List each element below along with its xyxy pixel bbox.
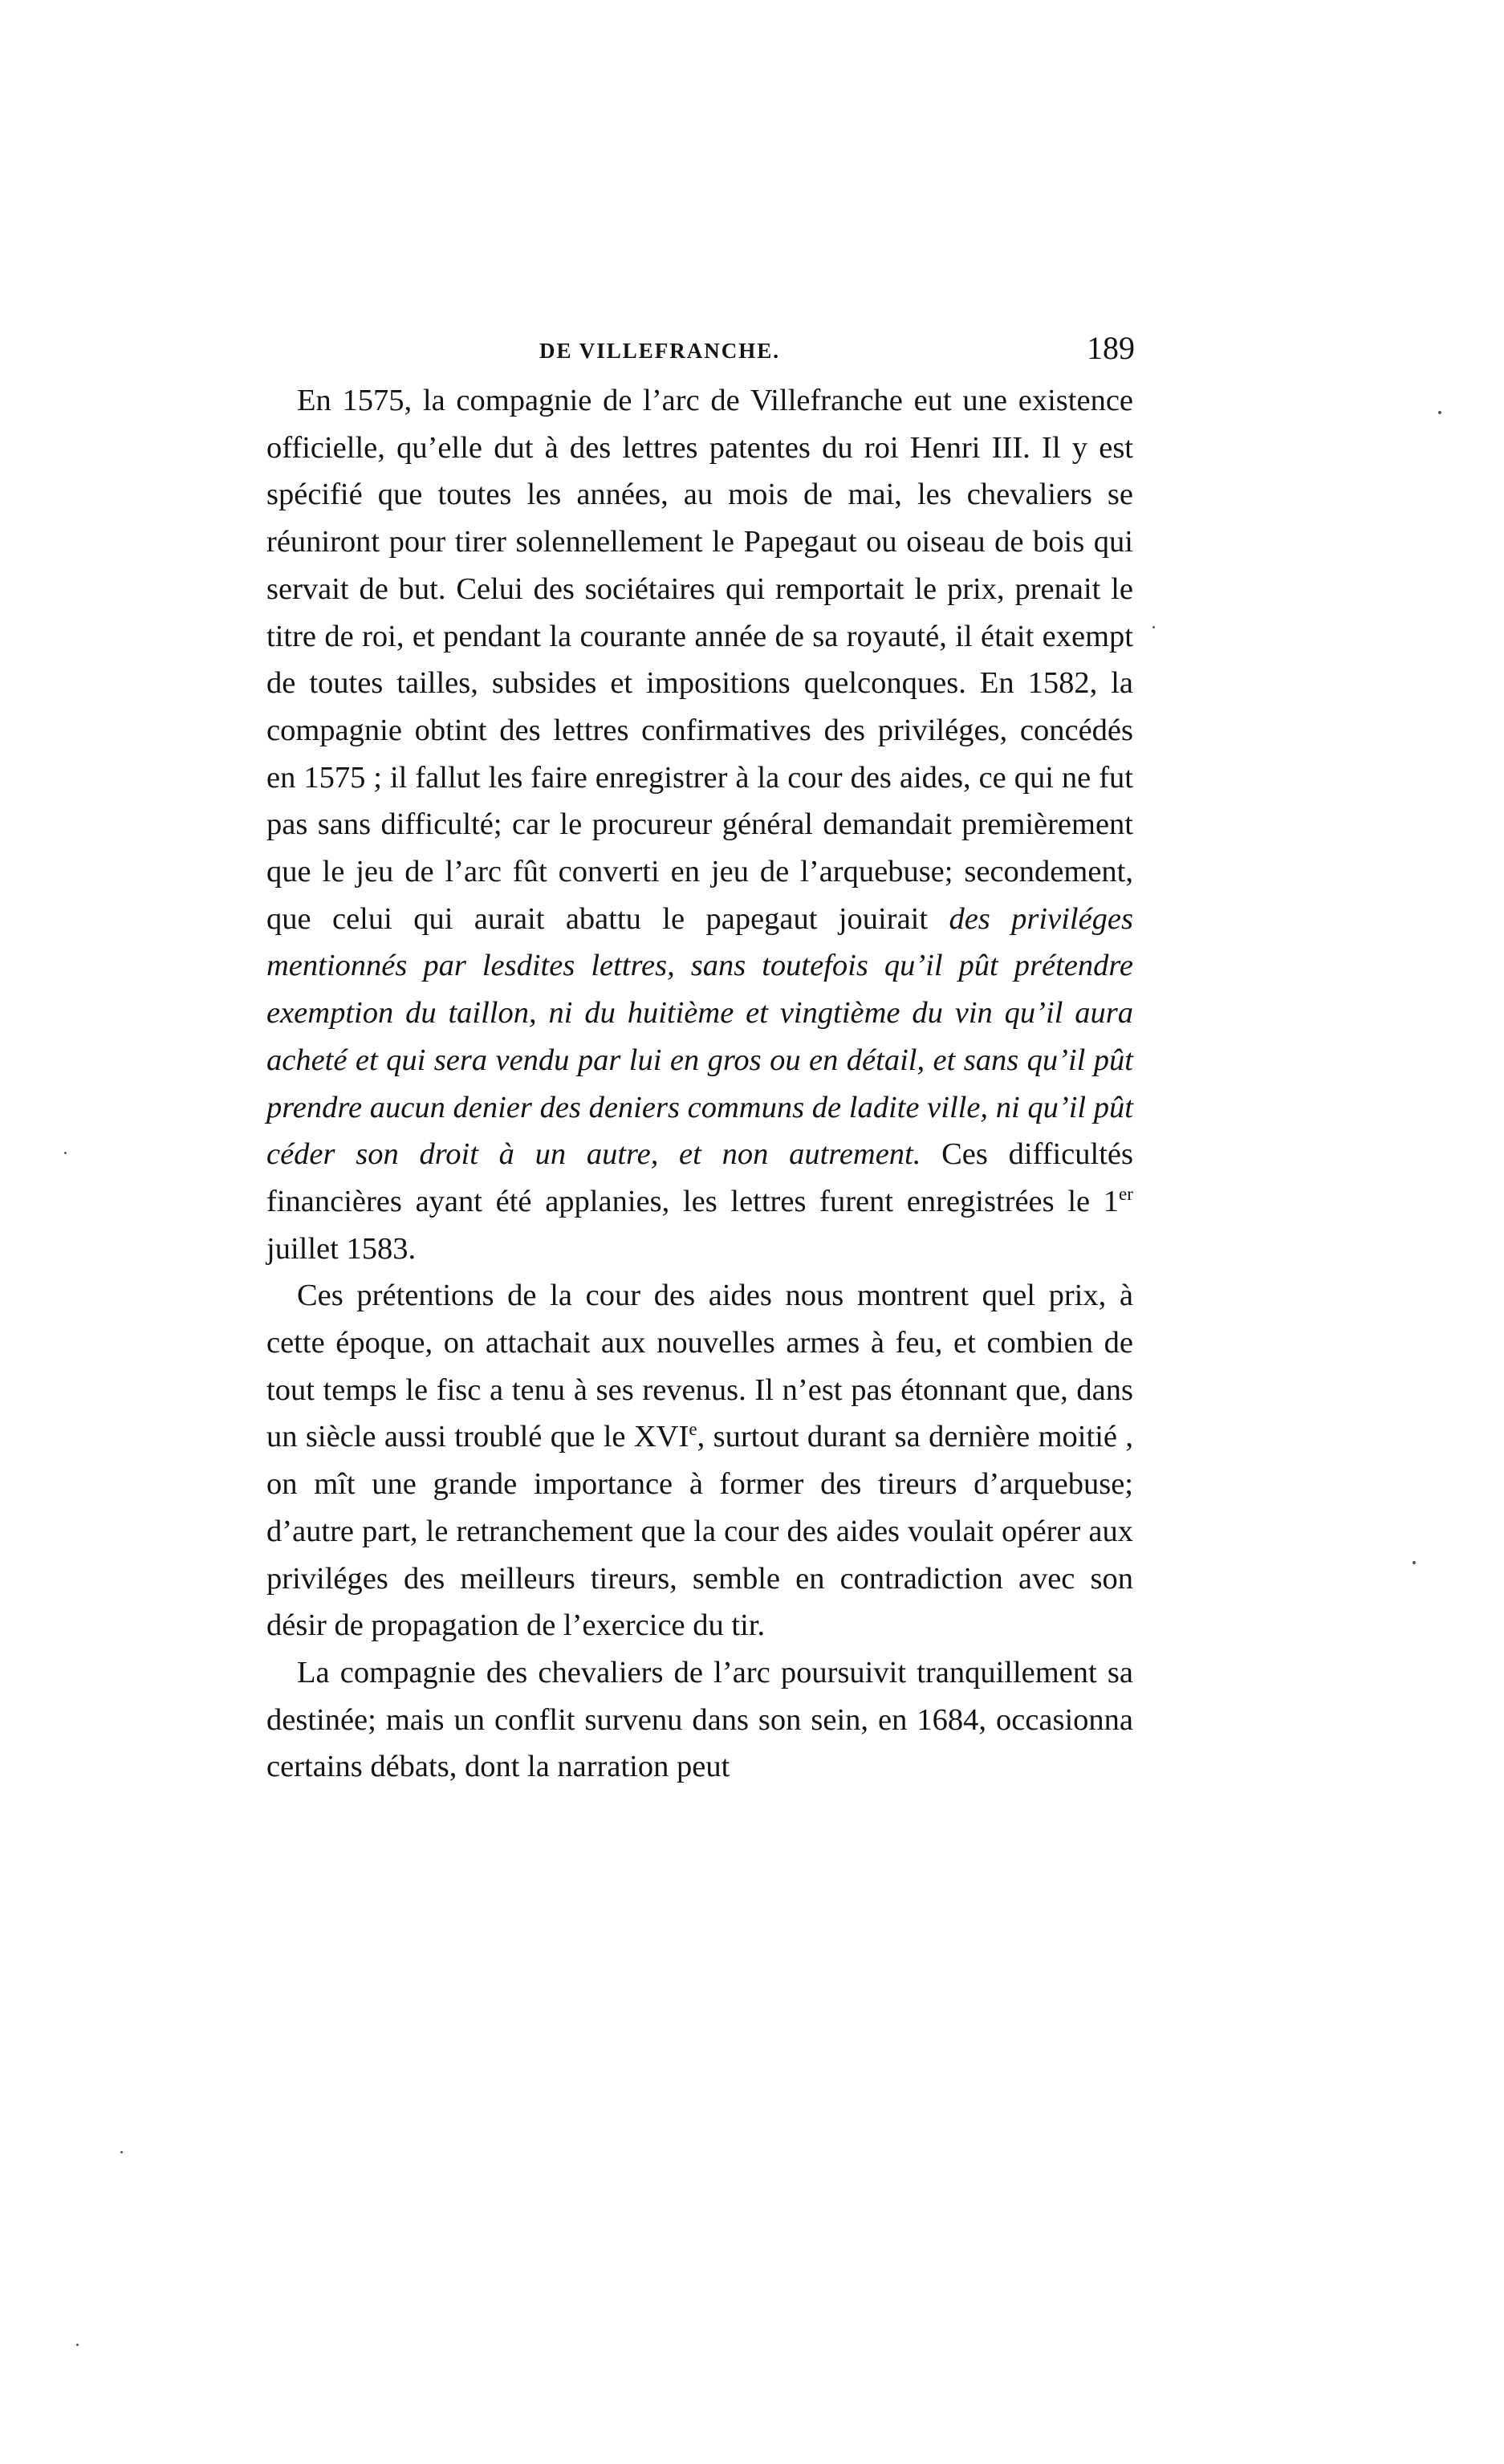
scan-speck bbox=[120, 2151, 123, 2153]
paragraph bbox=[266, 1272, 1133, 1649]
paragraph-text: , surtout durant sa dernière moitié , on mît une grande importance à former des tireurs d’arquebuse; d’autre part, le retranchement que la cour des aides voulait opérer aux priviléges des meilleurs tireurs, semble en contradiction avec son désir de propagation de l’exercice du tir. bbox=[266, 1420, 1133, 1643]
paragraph bbox=[266, 1649, 1133, 1791]
paragraph-text: La compagnie des chevaliers de l’arc poursuivit tranquillement sa destinée; mais un conflit survenu dans son sein, en 1684, occasionna certains débats, dont la narration peut bbox=[266, 1655, 1133, 1784]
superscript: e bbox=[689, 1418, 697, 1440]
paragraph-text: En 1575, la compagnie de l’arc de Villefranche eut une existence officielle, qu’elle dut à des lettres patentes du roi Henri III. Il y est spécifié que toutes les années, au mois de mai, les chevaliers se réuniront pour tirer solennellement le Papegaut ou oiseau de bois qui servait de but. Celui des sociétaires qui remportait le prix, prenait le titre de roi, et pendant la courante année de sa royauté, il était exempt de toutes tailles, subsides et impositions quelconques. En 1582, la compagnie obtint des lettres confirmatives des priviléges, concédés en 1575 ; il fallut les faire enregistrer à la cour des aides, ce qui ne fut pas sans difficulté; car le procureur général demandait premièrement que le jeu de l’arc fût converti en jeu de l’arquebuse; secondement, que celui qui aurait abattu le papegaut jouirait bbox=[266, 384, 1133, 936]
running-head bbox=[270, 329, 1135, 377]
running-title: DE VILLEFRANCHE. bbox=[539, 339, 781, 363]
scan-speck bbox=[1438, 411, 1441, 414]
paragraph-text: Ces prétentions de la cour des aides nous montrent quel prix, à cette époque, on attachait aux nouvelles armes à feu, et combien de tout temps le fisc a tenu à ses revenus. Il n’est pas étonnant que, dans un siècle aussi troublé que le XVI bbox=[266, 1279, 1133, 1454]
quoted-text: des priviléges mentionnés par lesdites lettres, sans toutefois qu’il pût prétendre exemption du taillon, ni du huitième et vingtième du vin qu’il aura acheté et qui sera vendu par lui en gros ou en détail, et sans qu’il pût prendre aucun denier des deniers communs de ladite ville, ni qu’il pût céder son droit à un autre, et non autrement. bbox=[266, 901, 1133, 1172]
paragraph bbox=[266, 377, 1133, 1272]
superscript: er bbox=[1119, 1183, 1133, 1205]
scan-speck bbox=[1413, 1561, 1416, 1564]
paragraph-text: juillet 1583. bbox=[266, 1231, 417, 1266]
page-number: 189 bbox=[1087, 330, 1135, 366]
scan-speck bbox=[64, 1152, 67, 1154]
body-text bbox=[266, 377, 1133, 1791]
paragraph-text: Ces difficultés financières ayant été applanies, les lettres furent enregistrées le 1 bbox=[266, 1137, 1133, 1218]
scan-speck bbox=[76, 2344, 79, 2346]
scan-speck bbox=[1152, 626, 1155, 628]
